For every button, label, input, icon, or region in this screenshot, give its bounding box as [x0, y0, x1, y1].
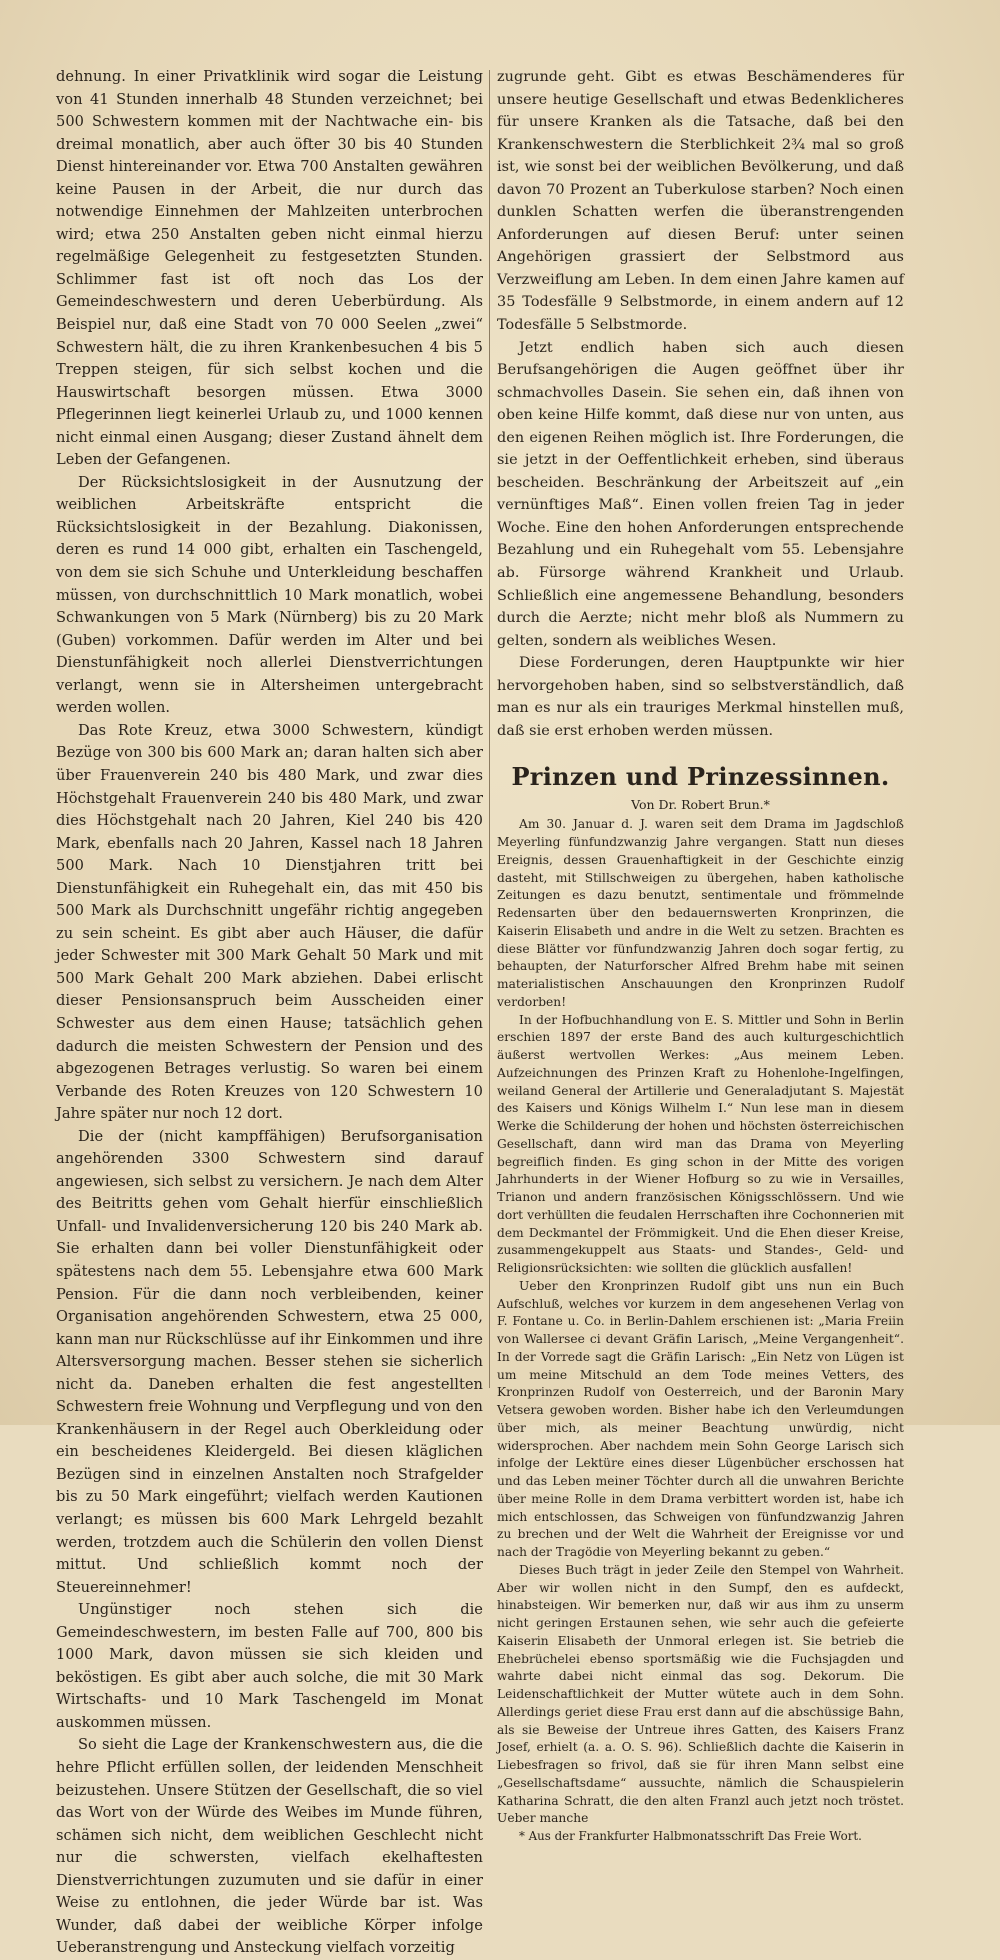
article-paragraph-3: Ueber den Kronprinzen Rudolf gibt uns nun ein Buch Aufschluß, welches vor kurzem in dem angesehenen Verlag von F. Fontane u. Co. in Berlin-Dahlem erschienen ist: „Maria Freiin von Wallersee ci devant Gräfin Larisch, „Meine Vergangenheit“. In der Vorrede sagt die Gräfin Larisch: „Ein Netz von Lügen ist um meine Mitschuld an dem Tode meines Vetters, des Kronprinzen Rudolf von Oesterreich, und der Baronin Mary Vetsera gewoben worden. Bisher habe ich den Verleumdungen über mich, als meiner Beachtung unwürdig, nicht widersprochen. Aber nachdem mein Sohn George Larisch sich infolge der Lektüre eines dieser Lügenbücher erschossen hat und das Leben meiner Töchter durch all die unwahren Berichte über meine Rolle in dem Drama verbittert worden ist, habe ich mich entschlossen, das Schweigen von fünfundzwanzig Jahren zu brechen und der Welt die Wahrheit der Ereignisse vor und nach der Tragödie von Meyerling bekannt zu geben.“ — [497, 1278, 904, 1560]
left-paragraph-2: Der Rücksichtslosigkeit in der Ausnutzung der weiblichen Arbeitskräfte entspricht die Rücksichtslosigkeit in der Bezahlung. Diakonissen, deren es rund 14 000 gibt, erhalten ein Taschengeld, von dem sie sich Schuhe und Unterkleidung beschaffen müssen, von durchschnittlich 10 Mark monatlich, wobei Schwankungen von 5 Mark (Nürnberg) bis zu 20 Mark (Guben) vorkommen. Dafür werden im Alter und bei Dienstunfähigkeit noch allerlei Dienstverrichtungen verlangt, wenn sie in Altersheimen untergebracht werden wollen. — [56, 473, 483, 717]
right-paragraph-1: zugrunde geht. Gibt es etwas Beschämenderes für unsere heutige Gesellschaft und etwas Bedenklicheres für unsere Kranken als die Tatsache, daß bei den Krankenschwestern die Sterblichkeit 2¾ mal so groß ist, wie sonst bei der weiblichen Bevölkerung, und daß davon 70 Prozent an Tuberkulose starben? Noch einen dunklen Schatten werfen die überanstrengenden Anforderungen auf diesen Beruf: unter seinen Angehörigen grassiert der Selbstmord aus Verzweiflung am Leben. In dem einen Jahre kamen auf 35 Todesfälle 9 Selbstmorde, in einem andern auf 12 Todesfälle 5 Selbstmorde. — [497, 69, 904, 334]
article-byline: Von Dr. Robert Brun.* — [631, 797, 770, 813]
left-paragraph-3: Das Rote Kreuz, etwa 3000 Schwestern, kündigt Bezüge von 300 bis 600 Mark an; daran halten sich aber über Frauenverein 240 bis 480 Mark, und zwar dies Höchstgehalt Frauenverein 240 bis 480 Mark, und zwar dies Höchstgehalt nach 20 Jahren, Kiel 240 bis 420 Mark, ebenfalls nach 20 Jahren, Kassel nach 18 Jahren 500 Mark. Nach 10 Dienstjahren tritt bei Dienstunfähigkeit ein Ruhegehalt ein, das mit 450 bis 500 Mark als Durchschnitt ungefähr richtig angegeben zu sein scheint. Es gibt aber auch Häuser, die dafür jeder Schwester mit 300 Mark Gehalt 50 Mark und mit 500 Mark Gehalt 200 Mark abziehen. Dabei erlischt dieser Pensionsanspruch beim Ausscheiden einer Schwester aus dem einen Hause; tatsächlich gehen dadurch die meisten Schwestern der Pension und des abgezogenen Betrages verlustig. So waren bei einem Verbande des Roten Kreuzes von 120 Schwestern 10 Jahre später nur noch 12 dort. — [56, 721, 483, 1123]
left-paragraph-4: Die der (nicht kampffähigen) Berufsorganisation angehörenden 3300 Schwestern sind darauf angewiesen, sich selbst zu versichern. Je nach dem Alter des Beitritts gehen vom Gehalt hierfür einschließlich Unfall- und Invalidenversicherung 120 bis 240 Mark ab. Sie erhalten dann bei voller Dienstunfähigkeit oder spätestens nach dem 55. Lebensjahre etwa 600 Mark Pension. Für die dann noch verbleibenden, keiner Organisation angehörenden Schwestern, etwa 25 000, kann man nur Rückschlüsse auf ihr Einkommen und ihre Altersversorgung machen. Besser stehen sie sicherlich nicht da. Daneben erhalten die fest angestellten Schwestern freie Wohnung und Verpflegung und von den Krankenhäusern in der Regel auch Oberkleidung oder ein bescheidenes Kleidergeld. Bei diesen kläglichen Bezügen sind in einzelnen Anstalten noch Strafgelder bis zu 50 Mark eingeführt; vielfach werden Kautionen verlangt; es müssen bis 600 Mark Lehrgeld bezahlt werden, trotzdem auch die Schülerin den vollen Dienst mittut. Und schließlich kommt noch der Steuereinnehmer! — [56, 1127, 483, 1596]
article-title: Prinzen und Prinzessinnen. — [511, 762, 890, 792]
article-paragraph-2: In der Hofbuchhandlung von E. S. Mittler und Sohn in Berlin erschien 1897 der erste Band des auch kulturgeschichtlich äußerst wertvollen Werkes: „Aus meinem Leben. Aufzeichnungen des Prinzen Kraft zu Hohenlohe-Ingelfingen, weiland General der Artillerie und Generaladjutant S. Majestät des Kaisers und Königs Wilhelm I.“ Nun lese man in diesem Werke die Schilderung der hohen und höchsten österreichischen Gesellschaft, dann wird man das Drama von Meyerling begreiflich finden. Es ging schon in der Mitte des vorigen Jahrhunderts in der Wiener Hofburg so zu wie in Versailles, Trianon und andern französischen Königsschlössern. Und wie dort verhüllten die feudalen Herrschaften ihre Cochonnerien mit dem Deckmantel der Frömmigkeit. Und die Ehen dieser Kreise, zusammengekuppelt aus Staats- und Standes-, Geld- und Religionsrücksichten: wie sollten die glücklich ausfallen! — [497, 1012, 904, 1276]
right-paragraph-3: Diese Forderungen, deren Hauptpunkte wir hier hervorgehoben haben, sind so selbstverständlich, daß man es nur als ein trauriges Merkmal hinstellen muß, daß sie erst erhoben werden müssen. — [497, 655, 904, 739]
article-paragraph-1: Am 30. Januar d. J. waren seit dem Drama im Jagdschloß Meyerling fünfundzwanzig Jahre vergangen. Statt nun dieses Ereignis, dessen Grauenhaftigkeit in der Geschichte einzig dasteht, mit Stillschweigen zu übergehen, haben katholische Zeitungen es dazu benutzt, sentimentale und frömmelnde Redensarten über den bedauernswerten Kronprinzen, die Kaiserin Elisabeth und andre in die Welt zu setzen. Brachten es diese Blätter vor fünfundzwanzig Jahren doch sogar fertig, zu behaupten, der Naturforscher Alfred Brehm habe mit seinen materialistischen Anschauungen den Kronprinzen Rudolf verdorben! — [497, 817, 904, 1009]
column-divider — [489, 70, 490, 1388]
article-footnote: * Aus der Frankfurter Halbmonatsschrift Das Freie Wort. — [519, 1829, 862, 1844]
left-paragraph-1: dehnung. In einer Privatklinik wird sogar die Leistung von 41 Stunden innerhalb 48 Stunden verzeichnet; bei 500 Schwestern kommen mit der Nachtwache ein- bis dreimal monatlich, aber auch öfter 30 bis 40 Stunden Dienst hintereinander vor. Etwa 700 Anstalten gewähren keine Pausen in der Arbeit, die nur durch das notwendige Einnehmen der Mahlzeiten unterbrochen wird; etwa 250 Anstalten geben nicht einmal hierzu regelmäßige Gelegenheit zu festgesetzten Stunden. Schlimmer fast ist oft noch das Los der Gemeindeschwestern und deren Ueberbürdung. Als Beispiel nur, daß eine Stadt von 70 000 Seelen „zwei“ Schwestern hält, die zu ihren Krankenbesuchen 4 bis 5 Treppen steigen, für sich selbst kochen und die Hauswirtschaft besorgen müssen. Etwa 3000 Pflegerinnen liegt keinerlei Urlaub zu, und 1000 kennen nicht einmal einen Ausgang; dieser Zustand ähnelt dem Leben der Gefangenen. — [56, 68, 483, 469]
left-paragraph-6: So sieht die Lage der Krankenschwestern aus, die die hehre Pflicht erfüllen sollen, der leidenden Menschheit beizustehen. Unsere Stützen der Gesellschaft, die so viel das Wort von der Würde des Weibes im Munde führen, schämen sich nicht, dem weiblichen Geschlecht nicht nur die schwersten, vielfach ekelhaftesten Dienstverrichtungen zuzumuten und sie dafür in einer Weise zu entlohnen, die jeder Würde bar ist. Was Wunder, daß dabei der weibliche Körper infolge Ueberanstrengung und Ansteckung vielfach vorzeitig — [56, 1736, 483, 1957]
right-column — [497, 66, 904, 1844]
article-paragraph-4: Dieses Buch trägt in jeder Zeile den Stempel von Wahrheit. Aber wir wollen nicht in den Sumpf, den es aufdeckt, hinabsteigen. Wir bemerken nur, daß wir aus ihm zu unserm nicht geringen Erstaunen sehen, wie sehr auch die gefeierte Kaiserin Elisabeth der Unmoral erlegen ist. Sie betrieb die Ehebrüchelei ebenso sportsmäßig wie die Fuchsjagden und wahrte dabei nicht einmal das sog. Dekorum. Die Leidenschaftlichkeit der Mutter wütete auch in dem Sohn. Allerdings geriet diese Frau erst dann auf die abschüssige Bahn, als sie Beweise der Untreue ihres Gatten, des Kaisers Franz Josef, erhielt (a. a. O. S. 96). Schließlich dachte die Kaiserin in Liebesfragen so frivol, daß sie für ihren Mann selbst eine „Gesellschaftsdame“ aussuchte, nämlich die Schauspielerin Katharina Schratt, die den alten Franzl auch jetzt noch tröstet. Ueber manche — [497, 1562, 904, 1826]
left-column — [56, 66, 483, 1957]
right-paragraph-2: Jetzt endlich haben sich auch diesen Berufsangehörigen die Augen geöffnet über ihr schmachvolles Dasein. Sie sehen ein, daß ihnen von oben keine Hilfe kommt, daß diese nur von unten, aus den eigenen Reihen möglich ist. Ihre Forderungen, die sie jetzt in der Oeffentlichkeit erheben, sind überaus bescheiden. Beschränkung der Arbeitszeit auf „ein vernünftiges Maß“. Einen vollen freien Tag in jeder Woche. Eine den hohen Anforderungen entsprechende Bezahlung und ein Ruhegehalt vom 55. Lebensjahre ab. Fürsorge während Krankheit und Urlaub. Schließlich eine angemessene Behandlung, besonders durch die Aerzte; nicht mehr bloß als Nummern zu gelten, sondern als weibliches Wesen. — [497, 339, 904, 649]
left-paragraph-5: Ungünstiger noch stehen sich die Gemeindeschwestern, im besten Falle auf 700, 800 bis 1000 Mark, davon müssen sie sich kleiden und beköstigen. Es gibt aber auch solche, die mit 30 Mark Wirtschafts- und 10 Mark Taschengeld im Monat auskommen müssen. — [56, 1601, 483, 1731]
